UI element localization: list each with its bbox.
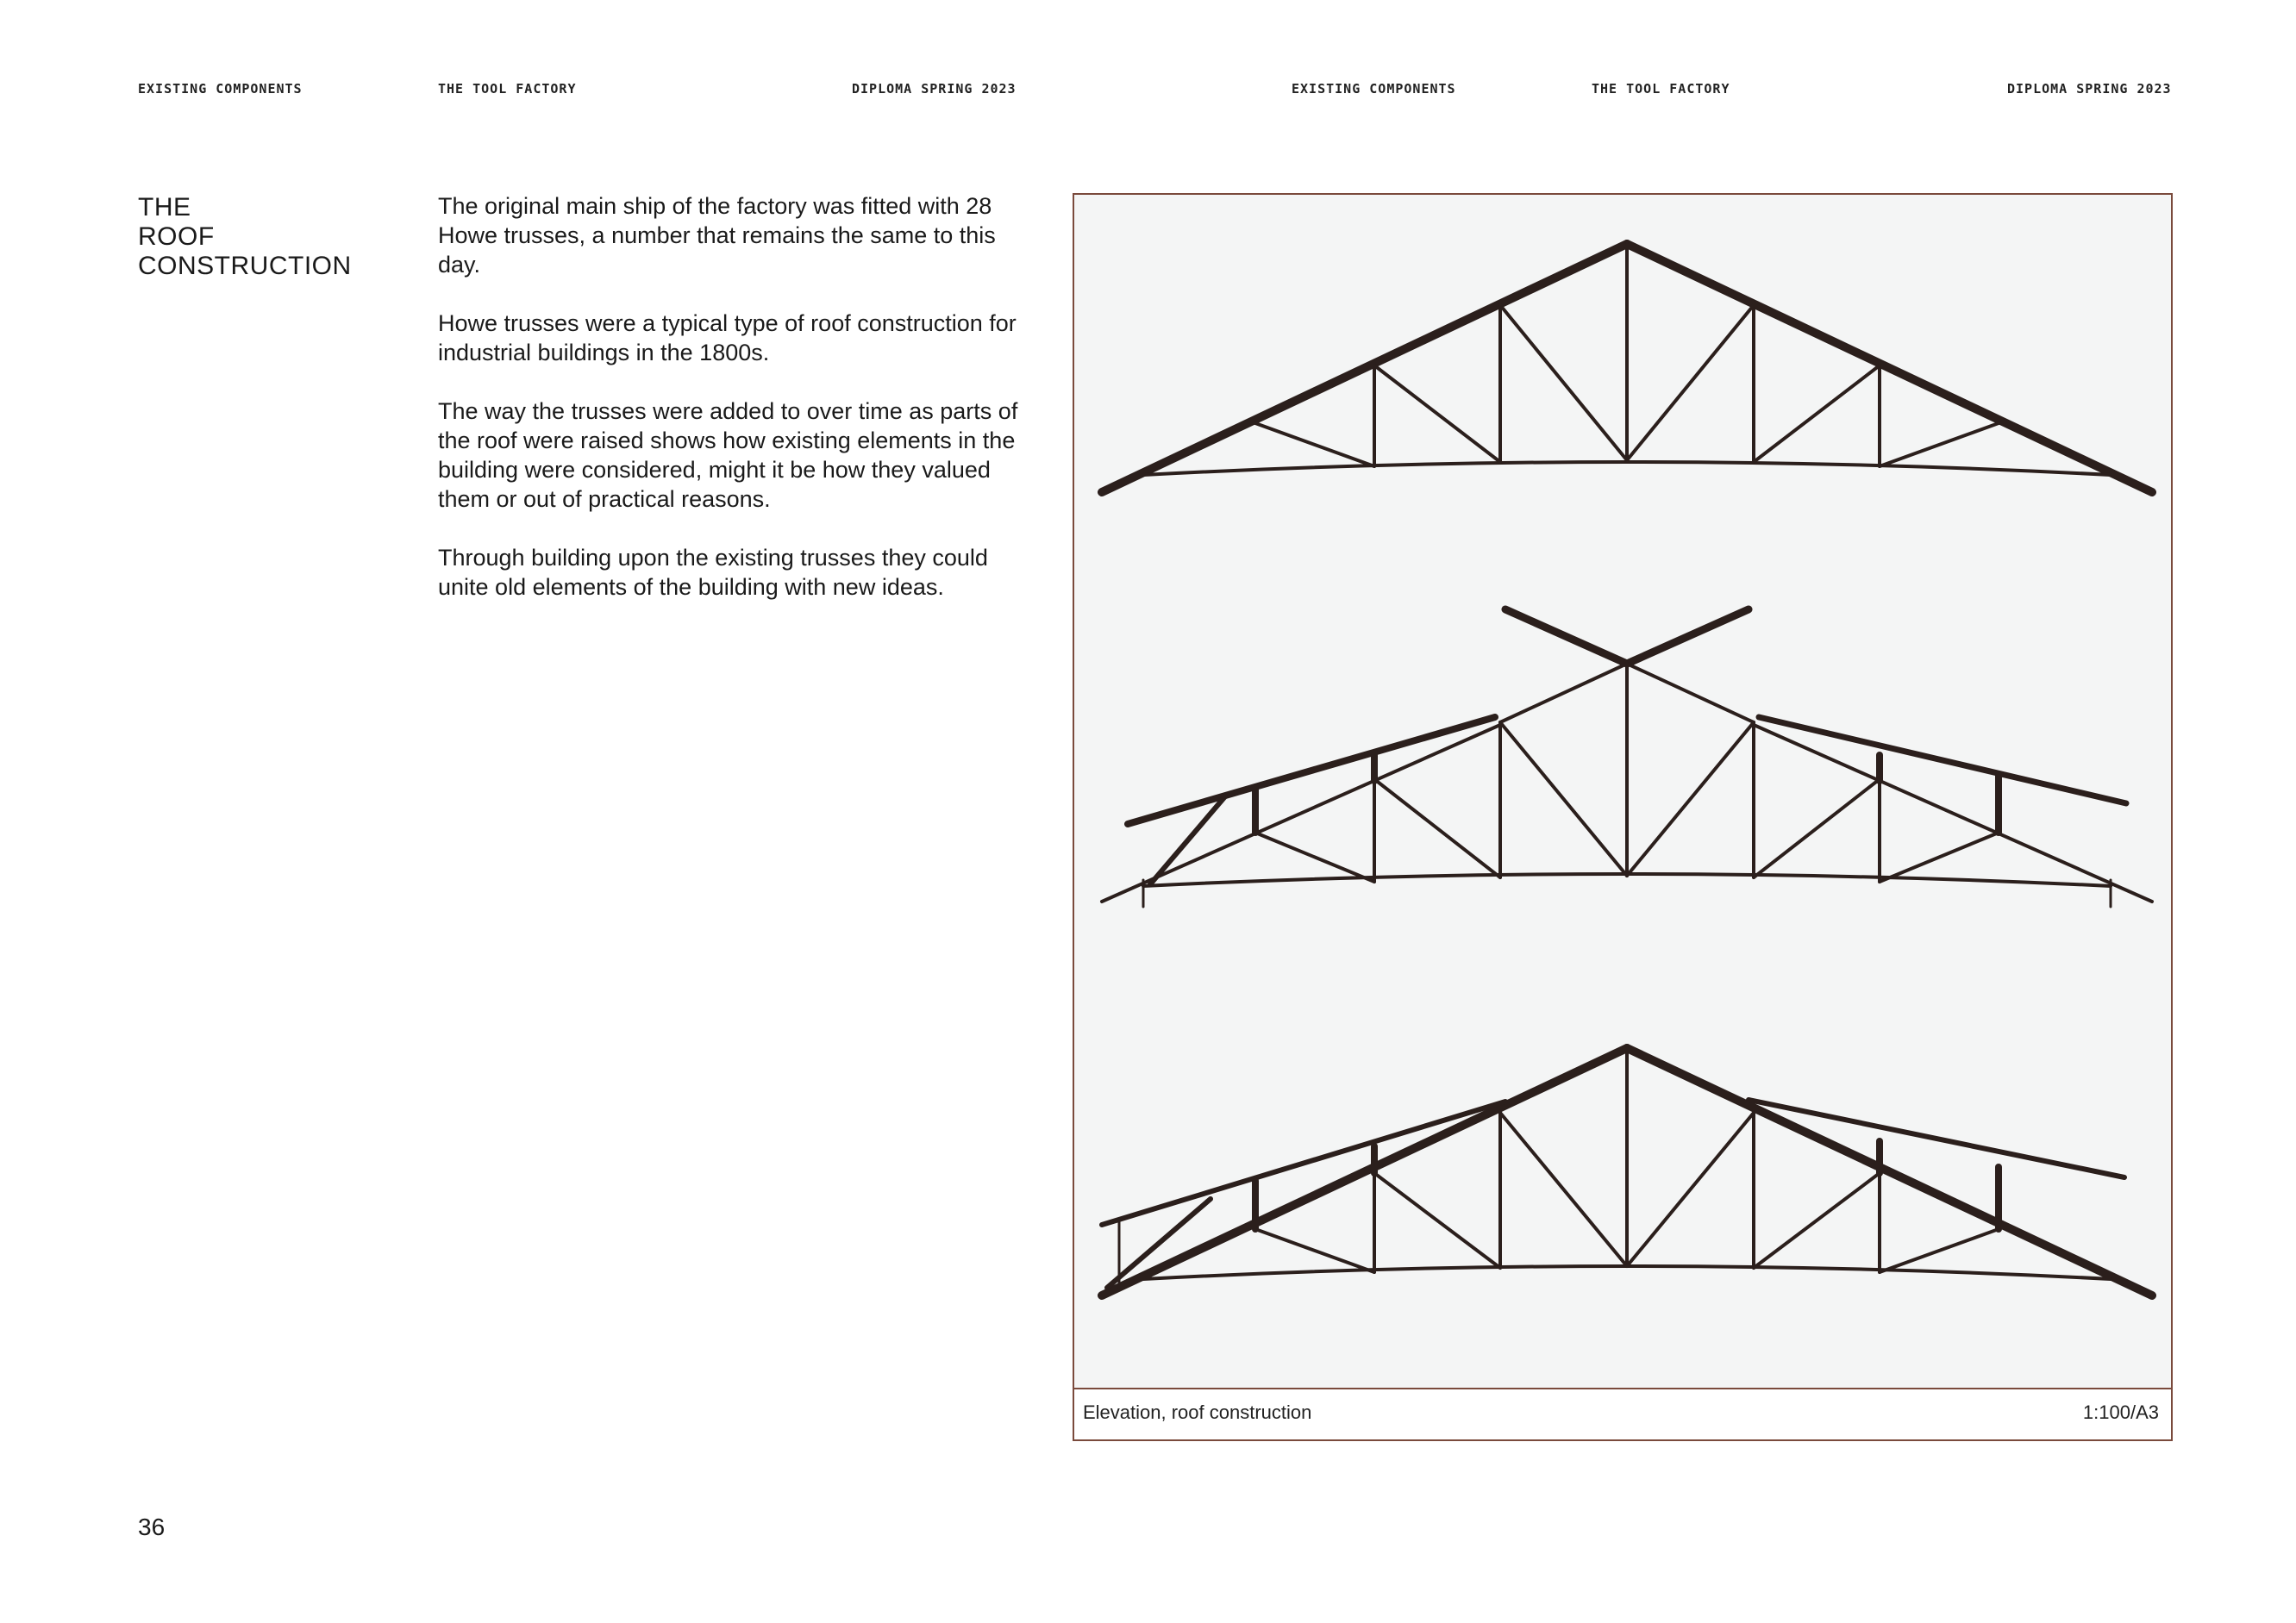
paragraph-4: Through building upon the existing trusses they could unite old elements of the building with new ideas.	[438, 545, 988, 600]
header-project-left: THE TOOL FACTORY	[438, 81, 577, 97]
header-edition-right: DIPLOMA SPRING 2023	[2007, 81, 2172, 97]
truss1-bottom-chord	[1143, 462, 2111, 475]
paragraph-3: The way the trusses were added to over time as parts of the roof were raised shows how existing elements in the building were considered, might it be how they valued them or out of practical reasons.	[438, 398, 1018, 512]
title-line-3: CONSTRUCTION	[138, 252, 352, 280]
figure-scale: 1:100/A3	[2082, 1401, 2159, 1423]
body-text	[438, 191, 1042, 631]
truss-original	[1102, 244, 2152, 492]
figure-caption: Elevation, roof construction	[1083, 1401, 1312, 1423]
header-section-right: EXISTING COMPONENTS	[1292, 81, 1456, 97]
header-section-left: EXISTING COMPONENTS	[138, 81, 303, 97]
title-line-2: ROOF	[138, 222, 215, 251]
truss-raised	[1102, 609, 2152, 907]
paragraph-2: Howe trusses were a typical type of roof construction for industrial buildings in the 1800s.	[438, 310, 1017, 365]
title-line-1: THE	[138, 193, 191, 222]
truss-combined	[1102, 1048, 2152, 1295]
truss-elevation-drawing	[1074, 195, 2171, 1389]
truss1-top-chord-left	[1102, 244, 1627, 492]
page-title	[138, 193, 352, 281]
figure-frame	[1073, 193, 2173, 1441]
paragraph-1: The original main ship of the factory was fitted with 28 Howe trusses, a number that remains the same to this day.	[438, 193, 996, 278]
header-project-right: THE TOOL FACTORY	[1592, 81, 1730, 97]
truss1-top-chord-right	[1627, 244, 2152, 492]
header-edition-left: DIPLOMA SPRING 2023	[852, 81, 1017, 97]
page-number: 36	[138, 1514, 166, 1540]
